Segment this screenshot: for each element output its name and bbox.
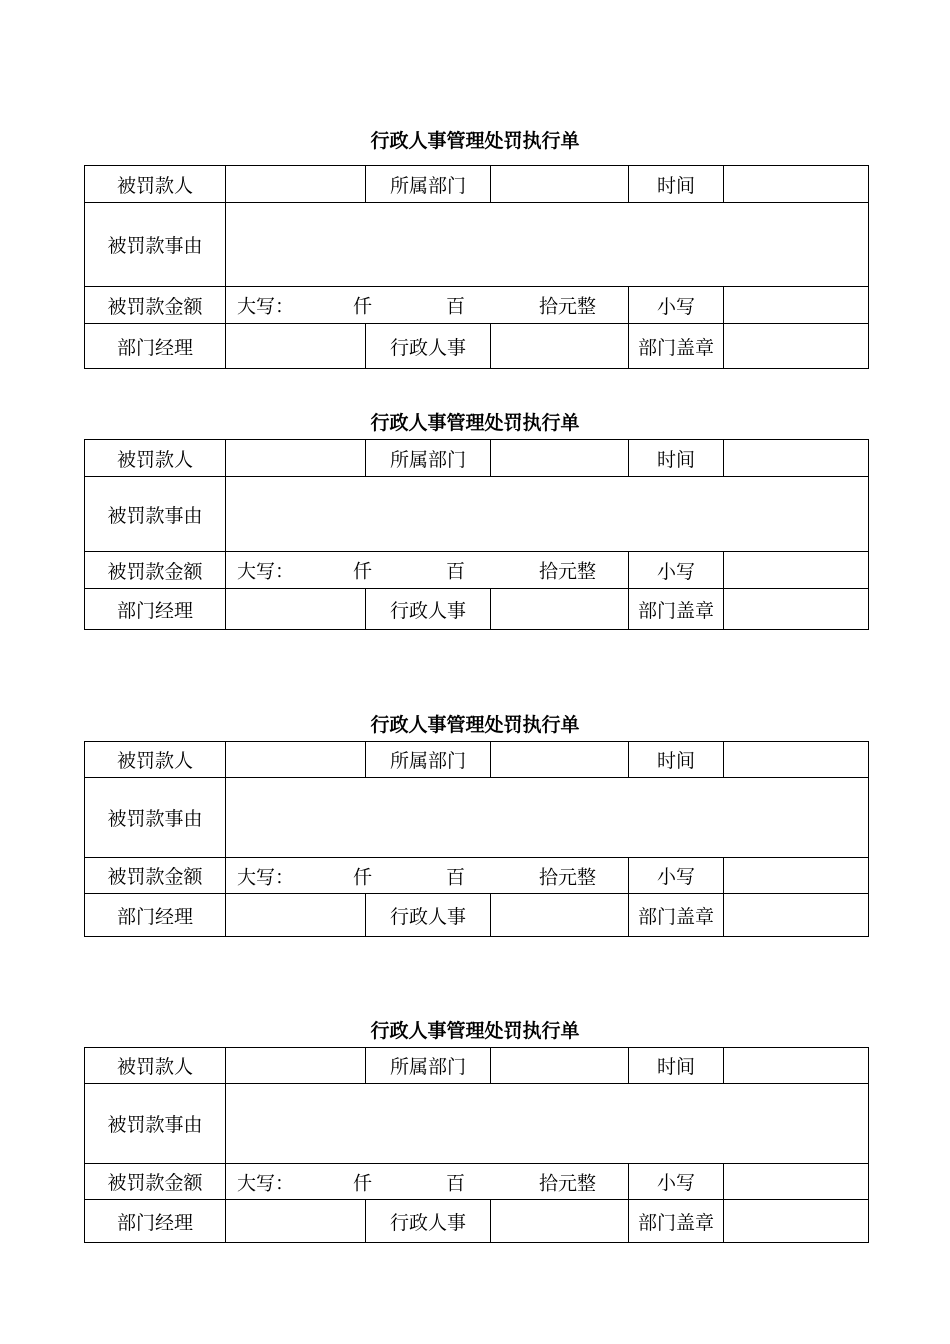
daxie-label: 大写： xyxy=(237,1172,295,1194)
amount-uppercase-field[interactable] xyxy=(226,1164,629,1200)
hr-label: 行政人事 xyxy=(366,324,491,369)
xiaoxie-label: 小写 xyxy=(629,552,724,589)
bai-unit: 百 xyxy=(446,295,466,318)
amount-uppercase-field[interactable] xyxy=(226,858,629,894)
manager-label: 部门经理 xyxy=(85,1200,226,1243)
hr-sign[interactable] xyxy=(491,589,629,630)
time-input[interactable] xyxy=(724,166,869,203)
dept-label: 所属部门 xyxy=(366,742,491,778)
reason-label: 被罚款事由 xyxy=(85,203,226,287)
bai-unit: 百 xyxy=(446,560,466,583)
daxie-label: 大写： xyxy=(237,295,295,318)
shi-yuan-zheng-unit: 拾元整 xyxy=(539,560,597,583)
penalty-form-table xyxy=(84,165,869,369)
shi-yuan-zheng-unit: 拾元整 xyxy=(539,295,597,318)
amount-label: 被罚款金额 xyxy=(85,287,226,324)
hr-label: 行政人事 xyxy=(366,894,491,937)
person-input[interactable] xyxy=(226,166,366,203)
amount-label: 被罚款金额 xyxy=(85,552,226,589)
form-title: 行政人事管理处罚执行单 xyxy=(370,714,580,736)
stamp-label: 部门盖章 xyxy=(629,324,724,369)
reason-input[interactable] xyxy=(226,778,869,858)
reason-input[interactable] xyxy=(226,1084,869,1164)
person-label: 被罚款人 xyxy=(85,166,226,203)
manager-sign[interactable] xyxy=(226,324,366,369)
reason-input[interactable] xyxy=(226,477,869,552)
time-label: 时间 xyxy=(629,166,724,203)
dept-label: 所属部门 xyxy=(366,440,491,477)
amount-label: 被罚款金额 xyxy=(85,1164,226,1200)
time-label: 时间 xyxy=(629,440,724,477)
amount-uppercase-field[interactable] xyxy=(226,552,629,589)
manager-sign[interactable] xyxy=(226,894,366,937)
form-title: 行政人事管理处罚执行单 xyxy=(370,1020,580,1042)
xiaoxie-input[interactable] xyxy=(724,287,869,324)
qian-unit: 仟 xyxy=(353,560,373,583)
xiaoxie-input[interactable] xyxy=(724,1164,869,1200)
xiaoxie-label: 小写 xyxy=(629,1164,724,1200)
qian-unit: 仟 xyxy=(353,1172,373,1194)
xiaoxie-label: 小写 xyxy=(629,858,724,894)
dept-input[interactable] xyxy=(491,1048,629,1084)
person-label: 被罚款人 xyxy=(85,1048,226,1084)
bai-unit: 百 xyxy=(446,866,466,888)
person-label: 被罚款人 xyxy=(85,742,226,778)
stamp-box[interactable] xyxy=(724,589,869,630)
penalty-form-table xyxy=(84,741,869,937)
time-label: 时间 xyxy=(629,1048,724,1084)
stamp-box[interactable] xyxy=(724,324,869,369)
qian-unit: 仟 xyxy=(353,866,373,888)
hr-label: 行政人事 xyxy=(366,589,491,630)
daxie-label: 大写： xyxy=(237,866,295,888)
reason-label: 被罚款事由 xyxy=(85,1084,226,1164)
stamp-box[interactable] xyxy=(724,894,869,937)
time-input[interactable] xyxy=(724,1048,869,1084)
stamp-label: 部门盖章 xyxy=(629,894,724,937)
stamp-label: 部门盖章 xyxy=(629,1200,724,1243)
time-input[interactable] xyxy=(724,742,869,778)
form-title: 行政人事管理处罚执行单 xyxy=(370,130,580,152)
reason-label: 被罚款事由 xyxy=(85,477,226,552)
dept-input[interactable] xyxy=(491,166,629,203)
manager-sign[interactable] xyxy=(226,1200,366,1243)
xiaoxie-label: 小写 xyxy=(629,287,724,324)
hr-sign[interactable] xyxy=(491,894,629,937)
hr-sign[interactable] xyxy=(491,324,629,369)
reason-label: 被罚款事由 xyxy=(85,778,226,858)
amount-uppercase-field[interactable] xyxy=(226,287,629,324)
bai-unit: 百 xyxy=(446,1172,466,1194)
time-label: 时间 xyxy=(629,742,724,778)
person-input[interactable] xyxy=(226,742,366,778)
time-input[interactable] xyxy=(724,440,869,477)
manager-label: 部门经理 xyxy=(85,324,226,369)
dept-label: 所属部门 xyxy=(366,166,491,203)
shi-yuan-zheng-unit: 拾元整 xyxy=(539,866,597,888)
hr-label: 行政人事 xyxy=(366,1200,491,1243)
xiaoxie-input[interactable] xyxy=(724,858,869,894)
stamp-label: 部门盖章 xyxy=(629,589,724,630)
xiaoxie-input[interactable] xyxy=(724,552,869,589)
penalty-form-table xyxy=(84,439,869,630)
dept-label: 所属部门 xyxy=(366,1048,491,1084)
daxie-label: 大写： xyxy=(237,560,295,583)
person-input[interactable] xyxy=(226,440,366,477)
reason-input[interactable] xyxy=(226,203,869,287)
stamp-box[interactable] xyxy=(724,1200,869,1243)
dept-input[interactable] xyxy=(491,742,629,778)
person-input[interactable] xyxy=(226,1048,366,1084)
manager-label: 部门经理 xyxy=(85,894,226,937)
manager-sign[interactable] xyxy=(226,589,366,630)
form-title: 行政人事管理处罚执行单 xyxy=(370,412,580,434)
qian-unit: 仟 xyxy=(353,295,373,318)
shi-yuan-zheng-unit: 拾元整 xyxy=(539,1172,597,1194)
amount-label: 被罚款金额 xyxy=(85,858,226,894)
hr-sign[interactable] xyxy=(491,1200,629,1243)
person-label: 被罚款人 xyxy=(85,440,226,477)
dept-input[interactable] xyxy=(491,440,629,477)
manager-label: 部门经理 xyxy=(85,589,226,630)
penalty-form-table xyxy=(84,1047,869,1243)
